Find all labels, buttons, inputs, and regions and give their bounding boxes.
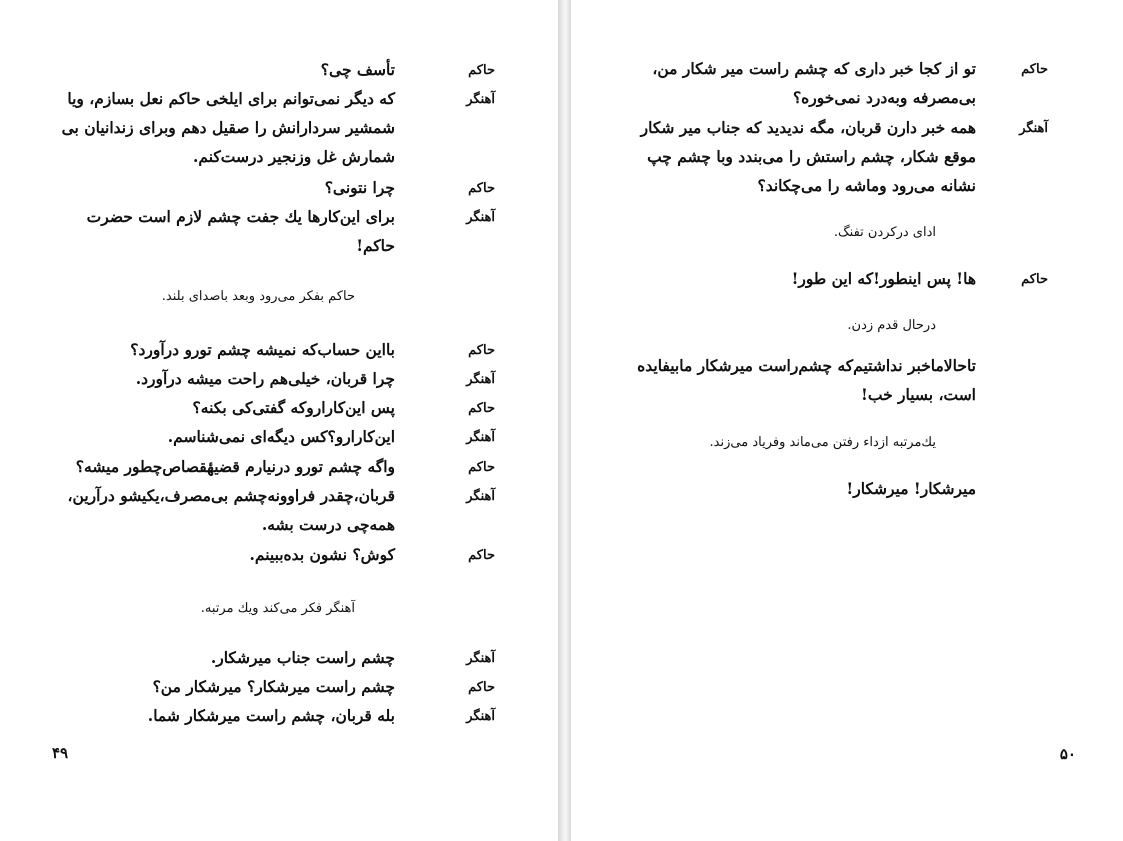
- dialogue-text: چرا نتونی؟: [324, 178, 395, 197]
- speaker-label: آهنگر: [1019, 121, 1048, 136]
- book-gutter: [558, 0, 571, 841]
- dialogue-text: همه‌چی درست بشه.: [261, 515, 395, 534]
- speaker-label: آهنگر: [466, 372, 495, 387]
- dialogue-text: تاحالاماخبر نداشتیم‌که چشم‌راست میرشکار مابیفایده: [637, 356, 976, 375]
- dialogue-text: موقع شکار، چشم راستش را می‌بندد وبا چشم چپ: [647, 147, 976, 166]
- right-page: [571, 0, 1123, 841]
- stage-direction: درحال قدم زدن.: [847, 318, 936, 333]
- speaker-label: حاکم: [468, 181, 495, 196]
- dialogue-text: بااین حساب‌که نمیشه چشم تورو درآورد؟: [130, 340, 395, 359]
- speaker-label: حاکم: [468, 63, 495, 78]
- speaker-label: حاکم: [1021, 272, 1048, 287]
- dialogue-text: چشم راست جناب میرشکار.: [210, 648, 395, 667]
- speaker-label: حاکم: [468, 680, 495, 695]
- dialogue-text: شمشیر سردارانش را صقیل دهم وبرای زندانیان بی‌: [61, 118, 395, 137]
- dialogue-text: شمارش غل وزنجیر درست‌کنم.: [193, 147, 395, 166]
- speaker-label: آهنگر: [466, 709, 495, 724]
- page-number: ۴۹: [52, 744, 69, 762]
- dialogue-text: این‌کارارو؟‌کس دیگه‌ای نمی‌شناسم.: [167, 427, 395, 446]
- dialogue-text: چشم راست میرشکار؟ میرشکار من؟: [152, 677, 395, 696]
- dialogue-text: واگه چشم تورو درنیارم قضیهٔقصاص‌چطور میشه؟: [75, 457, 395, 476]
- stage-direction: حاکم بفکر می‌رود وبعد باصدای بلند.: [161, 289, 355, 304]
- dialogue-text: که دیگر نمی‌توانم برای ایلخی حاکم نعل بسازم، ویا: [67, 89, 395, 108]
- speaker-label: آهنگر: [466, 651, 495, 666]
- dialogue-text: بی‌مصرفه وبه‌درد نمی‌خوره؟: [792, 88, 976, 107]
- dialogue-text: همه خبر دارن قربان، مگه ندیدید که جناب میر شکار: [640, 118, 976, 137]
- speaker-label: آهنگر: [466, 489, 495, 504]
- dialogue-text: حاکم!: [356, 236, 395, 255]
- stage-direction: یك‌مرتبه ازداء رفتن می‌ماند وفریاد می‌زند.: [709, 435, 936, 450]
- dialogue-text: میرشکار! میرشکار!: [846, 479, 976, 498]
- stage-direction: آهنگر فکر می‌کند ویك مرتبه.: [200, 601, 355, 616]
- dialogue-text: کوش؟ نشون بده‌ببینم.: [249, 545, 395, 564]
- speaker-label: حاکم: [468, 548, 495, 563]
- dialogue-text: برای این‌کارها یك جفت چشم لازم است حضرت: [86, 207, 395, 226]
- speaker-label: حاکم: [468, 460, 495, 475]
- dialogue-text: تأسف چی؟: [320, 60, 395, 79]
- dialogue-text: پس این‌کارارو‌که گفتی‌کی بکنه؟: [192, 398, 395, 417]
- dialogue-text: قربان،چقدر فراوونه‌چشم بی‌مصرف،یکیشو درآرین،: [67, 486, 395, 505]
- speaker-label: حاکم: [1021, 62, 1048, 77]
- left-page: [0, 0, 558, 841]
- dialogue-text: بله قربان، چشم راست میرشکار شما.: [147, 706, 395, 725]
- dialogue-text: چرا قربان، خیلی‌هم راحت میشه درآورد.: [135, 369, 395, 388]
- dialogue-text: نشانه می‌رود وماشه را می‌چکاند؟: [757, 176, 976, 195]
- speaker-label: آهنگر: [466, 210, 495, 225]
- speaker-label: حاکم: [468, 343, 495, 358]
- dialogue-text: است، بسیار خب!: [861, 385, 976, 404]
- speaker-label: آهنگر: [466, 92, 495, 107]
- dialogue-text: تو از کجا خبر داری که چشم راست میر شکار من،: [652, 59, 976, 78]
- speaker-label: حاکم: [468, 401, 495, 416]
- speaker-label: آهنگر: [466, 430, 495, 445]
- page-number: ۵۰: [1059, 745, 1076, 763]
- stage-direction: ادای درکردن تفنگ.: [833, 225, 936, 240]
- dialogue-text: ها! پس اینطور!که این طور!: [791, 269, 976, 288]
